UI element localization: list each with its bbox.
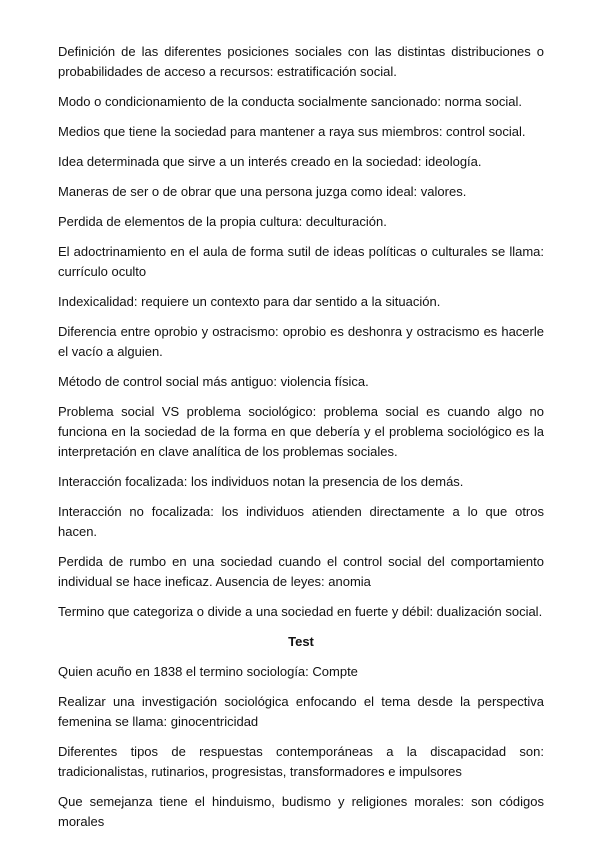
paragraph-ideologia: Idea determinada que sirve a un interés creado en la sociedad: ideología. — [58, 154, 482, 169]
paragraph-deculturacion: Perdida de elementos de la propia cultura: deculturación. — [58, 214, 387, 229]
paragraph-codigos-morales: Que semejanza tiene el hinduismo, budismo y religiones morales: son códigos morales — [58, 794, 544, 829]
paragraph-problema-social: Problema social VS problema sociológico: problema social es cuando algo no funciona en la sociedad de la forma en que debería y el problema sociológico es la interpretación en clave analítica de los problemas sociales. — [58, 404, 544, 459]
paragraph-oprobio-ostracismo: Diferencia entre oprobio y ostracismo: oprobio es deshonra y ostracismo es hacerle el vacío a alguien. — [58, 324, 544, 359]
paragraph-indexicalidad: Indexicalidad: requiere un contexto para dar sentido a la situación. — [58, 294, 441, 309]
paragraph-control-social: Medios que tiene la sociedad para mantener a raya sus miembros: control social. — [58, 124, 526, 139]
paragraph-valores: Maneras de ser o de obrar que una persona juzga como ideal: valores. — [58, 184, 467, 199]
paragraph-ginocentricidad: Realizar una investigación sociológica enfocando el tema desde la perspectiva femenina se llama: ginocentricidad — [58, 694, 544, 729]
paragraph-violencia-fisica: Método de control social más antiguo: violencia física. — [58, 374, 369, 389]
paragraph-discapacidad: Diferentes tipos de respuestas contemporáneas a la discapacidad son: tradicionalistas, rutinarios, progresistas, transformadores e impulsores — [58, 744, 544, 779]
paragraph-dualizacion-social: Termino que categoriza o divide a una sociedad en fuerte y débil: dualización social. — [58, 604, 543, 619]
paragraph-curriculo-oculto: El adoctrinamiento en el aula de forma sutil de ideas políticas o culturales se llama: currículo oculto — [58, 244, 544, 279]
paragraph-interaccion-no-focalizada: Interacción no focalizada: los individuos atienden directamente a lo que otros hacen. — [58, 504, 544, 539]
paragraph-compte: Quien acuño en 1838 el termino sociología: Compte — [58, 664, 358, 679]
paragraph-anomia: Perdida de rumbo en una sociedad cuando el control social del comportamiento individual se hace ineficaz. Ausencia de leyes: anomia — [58, 554, 544, 589]
paragraph-interaccion-focalizada: Interacción focalizada: los individuos notan la presencia de los demás. — [58, 474, 464, 489]
paragraph-estratificacion: Definición de las diferentes posiciones sociales con las distintas distribuciones o probabilidades de acceso a recursos: estratificación social. — [58, 44, 544, 79]
section-heading-test: Test — [288, 634, 314, 649]
paragraph-norma-social: Modo o condicionamiento de la conducta socialmente sancionado: norma social. — [58, 94, 522, 109]
document-page — [58, 42, 544, 842]
